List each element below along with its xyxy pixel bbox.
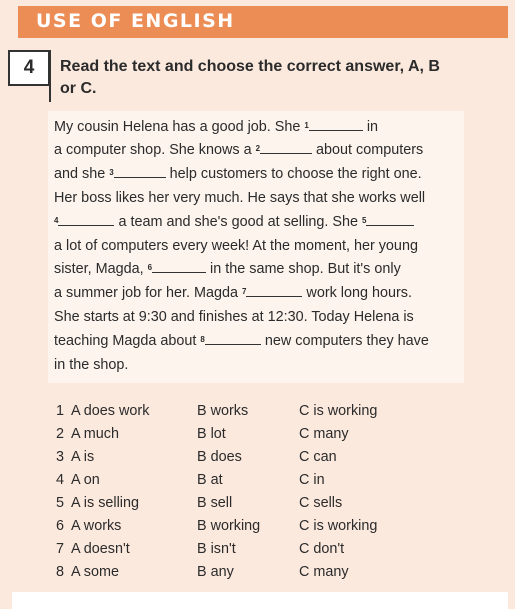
answer-row (56, 564, 436, 586)
passage-text: My cousin Helena has a good job. She (54, 119, 305, 135)
answer-row (56, 426, 436, 448)
exercise-instruction: Read the text and choose the correct answer, A, B or C. (60, 58, 440, 97)
gap-number: 2 (255, 144, 261, 153)
passage-text: new computers they have (260, 333, 429, 349)
passage-text: in the same shop. But it's only (206, 261, 401, 277)
item-number: 3 (56, 449, 65, 465)
passage-line: Her boss likes her very much. He says that she works well (54, 190, 426, 206)
passage-text: work long hours. (302, 285, 413, 301)
option-b: B at (197, 472, 223, 488)
option-c: C can (299, 449, 337, 465)
passage-line: in the shop. (54, 357, 129, 373)
option-a: A doesn't (71, 541, 130, 557)
gap-number: 5 (362, 216, 367, 225)
option-b: B working (197, 518, 261, 534)
option-a: A much (71, 426, 119, 442)
item-number: 7 (56, 541, 65, 557)
passage-text: sister, Magda, (54, 261, 148, 277)
option-c: C is working (299, 518, 378, 534)
option-a: A is selling (71, 495, 139, 511)
passage-line (54, 212, 414, 232)
answer-row (56, 541, 436, 563)
section-title: USE OF ENGLISH (36, 10, 235, 32)
passage-line (54, 117, 378, 137)
gap-blank (205, 331, 261, 345)
option-a: A does work (71, 403, 150, 419)
passage-line: She starts at 9:30 and finishes at 12:30. Today Helena is (54, 309, 414, 325)
gap-number: 4 (54, 216, 59, 225)
gap-blank (58, 212, 114, 226)
option-c: C in (299, 472, 325, 488)
answer-row (56, 449, 436, 471)
divider (49, 50, 51, 102)
option-c: C is working (299, 403, 378, 419)
exercise-number: 4 (8, 50, 50, 86)
item-number: 5 (56, 495, 65, 511)
gap-number: 7 (241, 287, 247, 296)
passage-line (54, 283, 412, 303)
answer-row (56, 472, 436, 494)
option-a: A on (71, 472, 100, 488)
item-number: 6 (56, 518, 65, 534)
option-c: C many (299, 564, 349, 580)
passage-text: about computers (312, 142, 424, 158)
option-a: A is (71, 449, 95, 465)
option-b: B isn't (197, 541, 236, 557)
item-number: 1 (56, 403, 65, 419)
option-a: A works (71, 518, 122, 534)
section-header (18, 6, 508, 38)
option-c: C many (299, 426, 349, 442)
gap-number: 3 (109, 168, 114, 177)
option-c: C don't (299, 541, 345, 557)
option-b: B any (197, 564, 234, 580)
item-number: 8 (56, 564, 65, 580)
passage-line (54, 164, 422, 184)
gap-blank (309, 117, 363, 131)
gap-blank (114, 164, 166, 178)
passage-line: a lot of computers every week! At the moment, her young (54, 238, 418, 254)
gap-number: 6 (147, 263, 153, 272)
passage-line (54, 140, 423, 160)
option-b: B works (197, 403, 249, 419)
answer-row (56, 495, 436, 517)
passage-line (54, 259, 401, 279)
gap-blank (246, 283, 302, 297)
page-bottom-edge (12, 592, 508, 609)
passage-text: a summer job for her. Magda (54, 285, 242, 301)
answer-row (56, 403, 436, 425)
answer-row (56, 518, 436, 540)
option-a: A some (71, 564, 119, 580)
passage-text: help customers to choose the right one. (165, 166, 422, 182)
gap-number: 8 (200, 335, 205, 344)
item-number: 2 (56, 426, 65, 442)
gap-blank (152, 259, 206, 273)
option-b: B lot (197, 426, 226, 442)
item-number: 4 (56, 472, 65, 488)
option-b: B sell (197, 495, 233, 511)
passage-text: a computer shop. She knows a (54, 142, 256, 158)
reading-passage (48, 111, 464, 383)
option-b: B does (197, 449, 242, 465)
passage-line (54, 331, 429, 351)
passage-text: in (362, 119, 379, 135)
gap-number: 1 (304, 121, 309, 130)
gap-blank (260, 140, 312, 154)
passage-text: and she (54, 166, 110, 182)
gap-blank (366, 212, 414, 226)
option-c: C sells (299, 495, 343, 511)
passage-text: teaching Magda about (54, 333, 201, 349)
passage-text: a team and she's good at selling. She (114, 214, 363, 230)
